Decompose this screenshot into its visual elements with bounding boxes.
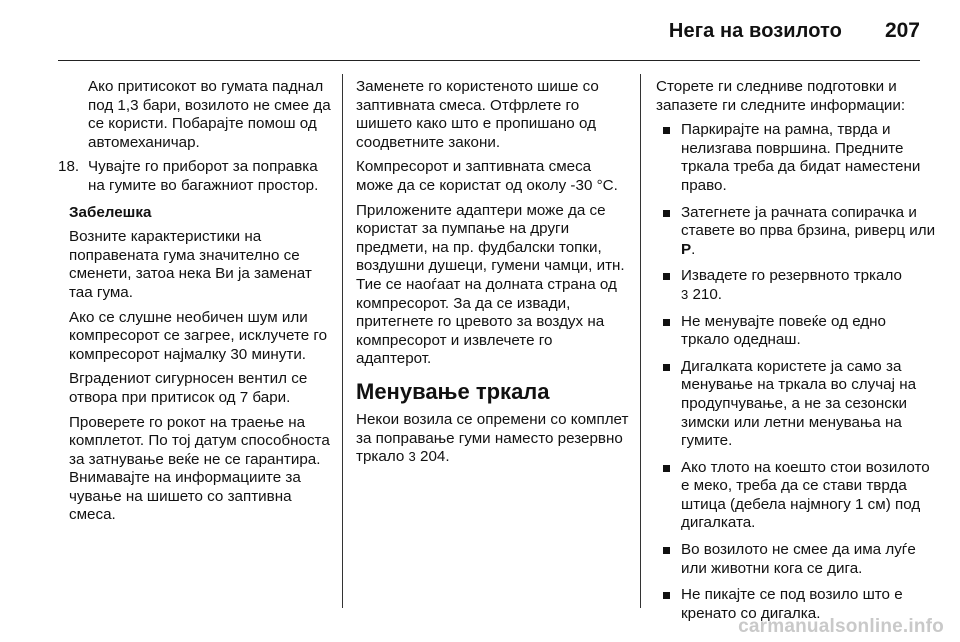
- list-item-text: Во возилото не смее да има луѓе или животни кога се дига.: [681, 541, 916, 577]
- column-divider: [342, 74, 343, 608]
- page-ref-link[interactable]: 204.: [420, 448, 450, 466]
- list-item: [656, 121, 938, 195]
- list-item: [656, 204, 938, 260]
- list-item-text: [681, 267, 902, 304]
- list-item-text: [681, 204, 938, 260]
- square-bullet-icon: [656, 541, 681, 578]
- note-paragraph: Ако се слушне необичен шум или компресорот се загрее, исклучете го компресорот најмалку 30 минути.: [69, 308, 328, 363]
- page-header: [0, 0, 960, 62]
- continued-paragraph: Ако притисокот во гумата паднал под 1,3 бари, возилото не смее да се користи. Побарајте помош од автомеханичар.: [88, 78, 331, 151]
- square-bullet-icon: [656, 267, 681, 304]
- note-label: Забелешка: [69, 203, 152, 221]
- watermark: carmanualsonline.info: [738, 616, 944, 637]
- list-item: [656, 541, 938, 578]
- column-right: [656, 78, 938, 631]
- gear-p-label: P: [681, 240, 692, 258]
- list-item-text-main: Извадете го резервното тркало: [681, 267, 902, 285]
- note-block: [58, 204, 336, 526]
- list-item-text-main: Затегнете ја рачната сопирачка и ставете во прва брзина, риверц или: [681, 203, 936, 240]
- note-paragraph: Вградениот сигурносен вентил се отвора при притисок од 7 бари.: [69, 370, 308, 406]
- list-item-text: Ако тлото на коешто стои возилото е меко, треба да се стави тврда штица (дебела најмногу 1 см) под дигалката.: [681, 458, 930, 532]
- list-item-text: Не менувајте повеќе од едно тркало одеднаш.: [681, 312, 887, 349]
- note-paragraph: Проверете го рокот на траење на комплетот. По тој датум способноста за затнување веќе не се гарантира. Внимавајте на информациите за чување на шишето со заптивна смеса.: [69, 413, 330, 524]
- square-bullet-icon: [656, 204, 681, 260]
- square-bullet-icon: [656, 459, 681, 533]
- numbered-step-18: [58, 158, 336, 195]
- page-ref-arrow-icon: 3: [408, 449, 416, 465]
- page-ref-arrow-icon: 3: [681, 286, 689, 302]
- list-item-text-end: .: [691, 240, 696, 258]
- note-paragraph: Возните карактеристики на поправената гума значително се сменети, затоа нека Ви ја заменат таа гума.: [69, 228, 312, 301]
- list-item: [656, 267, 938, 304]
- step-number: 18.: [58, 158, 80, 176]
- paragraph: Компресорот и заптивната смеса може да се користат од околу -30 °C.: [356, 158, 618, 194]
- page-number: 207: [884, 19, 920, 42]
- square-bullet-icon: [656, 358, 681, 451]
- list-item: [656, 358, 938, 451]
- paragraph: Заменете го користеното шише со заптивната смеса. Отфрлете го шишето како што е пропишано од соодветните закони.: [356, 78, 599, 151]
- list-item: [656, 459, 938, 533]
- paragraph: Приложените адаптери може да се користат за пумпање на други предмети, на пр. фудбалски топки, воздушни душеци, гумени чамци, итн. Тие се наоѓаат на долната страна од компресорот. За да се извади, притегнете го цревото за воздух на компресорот и извлечете го адаптерот.: [356, 201, 625, 368]
- column-middle: [356, 78, 630, 473]
- list-item-text: Паркирајте на рамна, тврда и нелизгава површина. Предните тркала треба да бидат наместени право.: [681, 121, 921, 194]
- column-divider: [640, 74, 641, 608]
- list-item-text: Дигалката користете ја само за менување на тркала во случај на продупчување, а не за сезонски зимски или летни менувања на гумите.: [681, 357, 917, 450]
- square-bullet-icon: [656, 121, 681, 195]
- section-intro-text: Некои возила се опремени со комплет за поправање гуми наместо резервно тркало: [356, 410, 629, 466]
- square-bullet-icon: [656, 313, 681, 350]
- page-title: Нега на возилото: [668, 20, 842, 42]
- step-text: Чувајте го приборот за поправка на гумите во багажниот простор.: [88, 158, 319, 194]
- list-item: [656, 313, 938, 350]
- page-ref-link[interactable]: 210.: [692, 285, 723, 303]
- square-bullet-icon: [656, 586, 681, 623]
- list-item-text: Не пикајте се под возило што е кренато со дигалка.: [681, 586, 903, 622]
- intro-paragraph: Сторете ги следниве подготовки и запазете ги следните информации:: [656, 78, 906, 114]
- section-intro: [356, 411, 630, 467]
- column-left: [58, 78, 336, 531]
- header-divider: [58, 60, 920, 61]
- section-heading: Менување тркала: [356, 378, 550, 404]
